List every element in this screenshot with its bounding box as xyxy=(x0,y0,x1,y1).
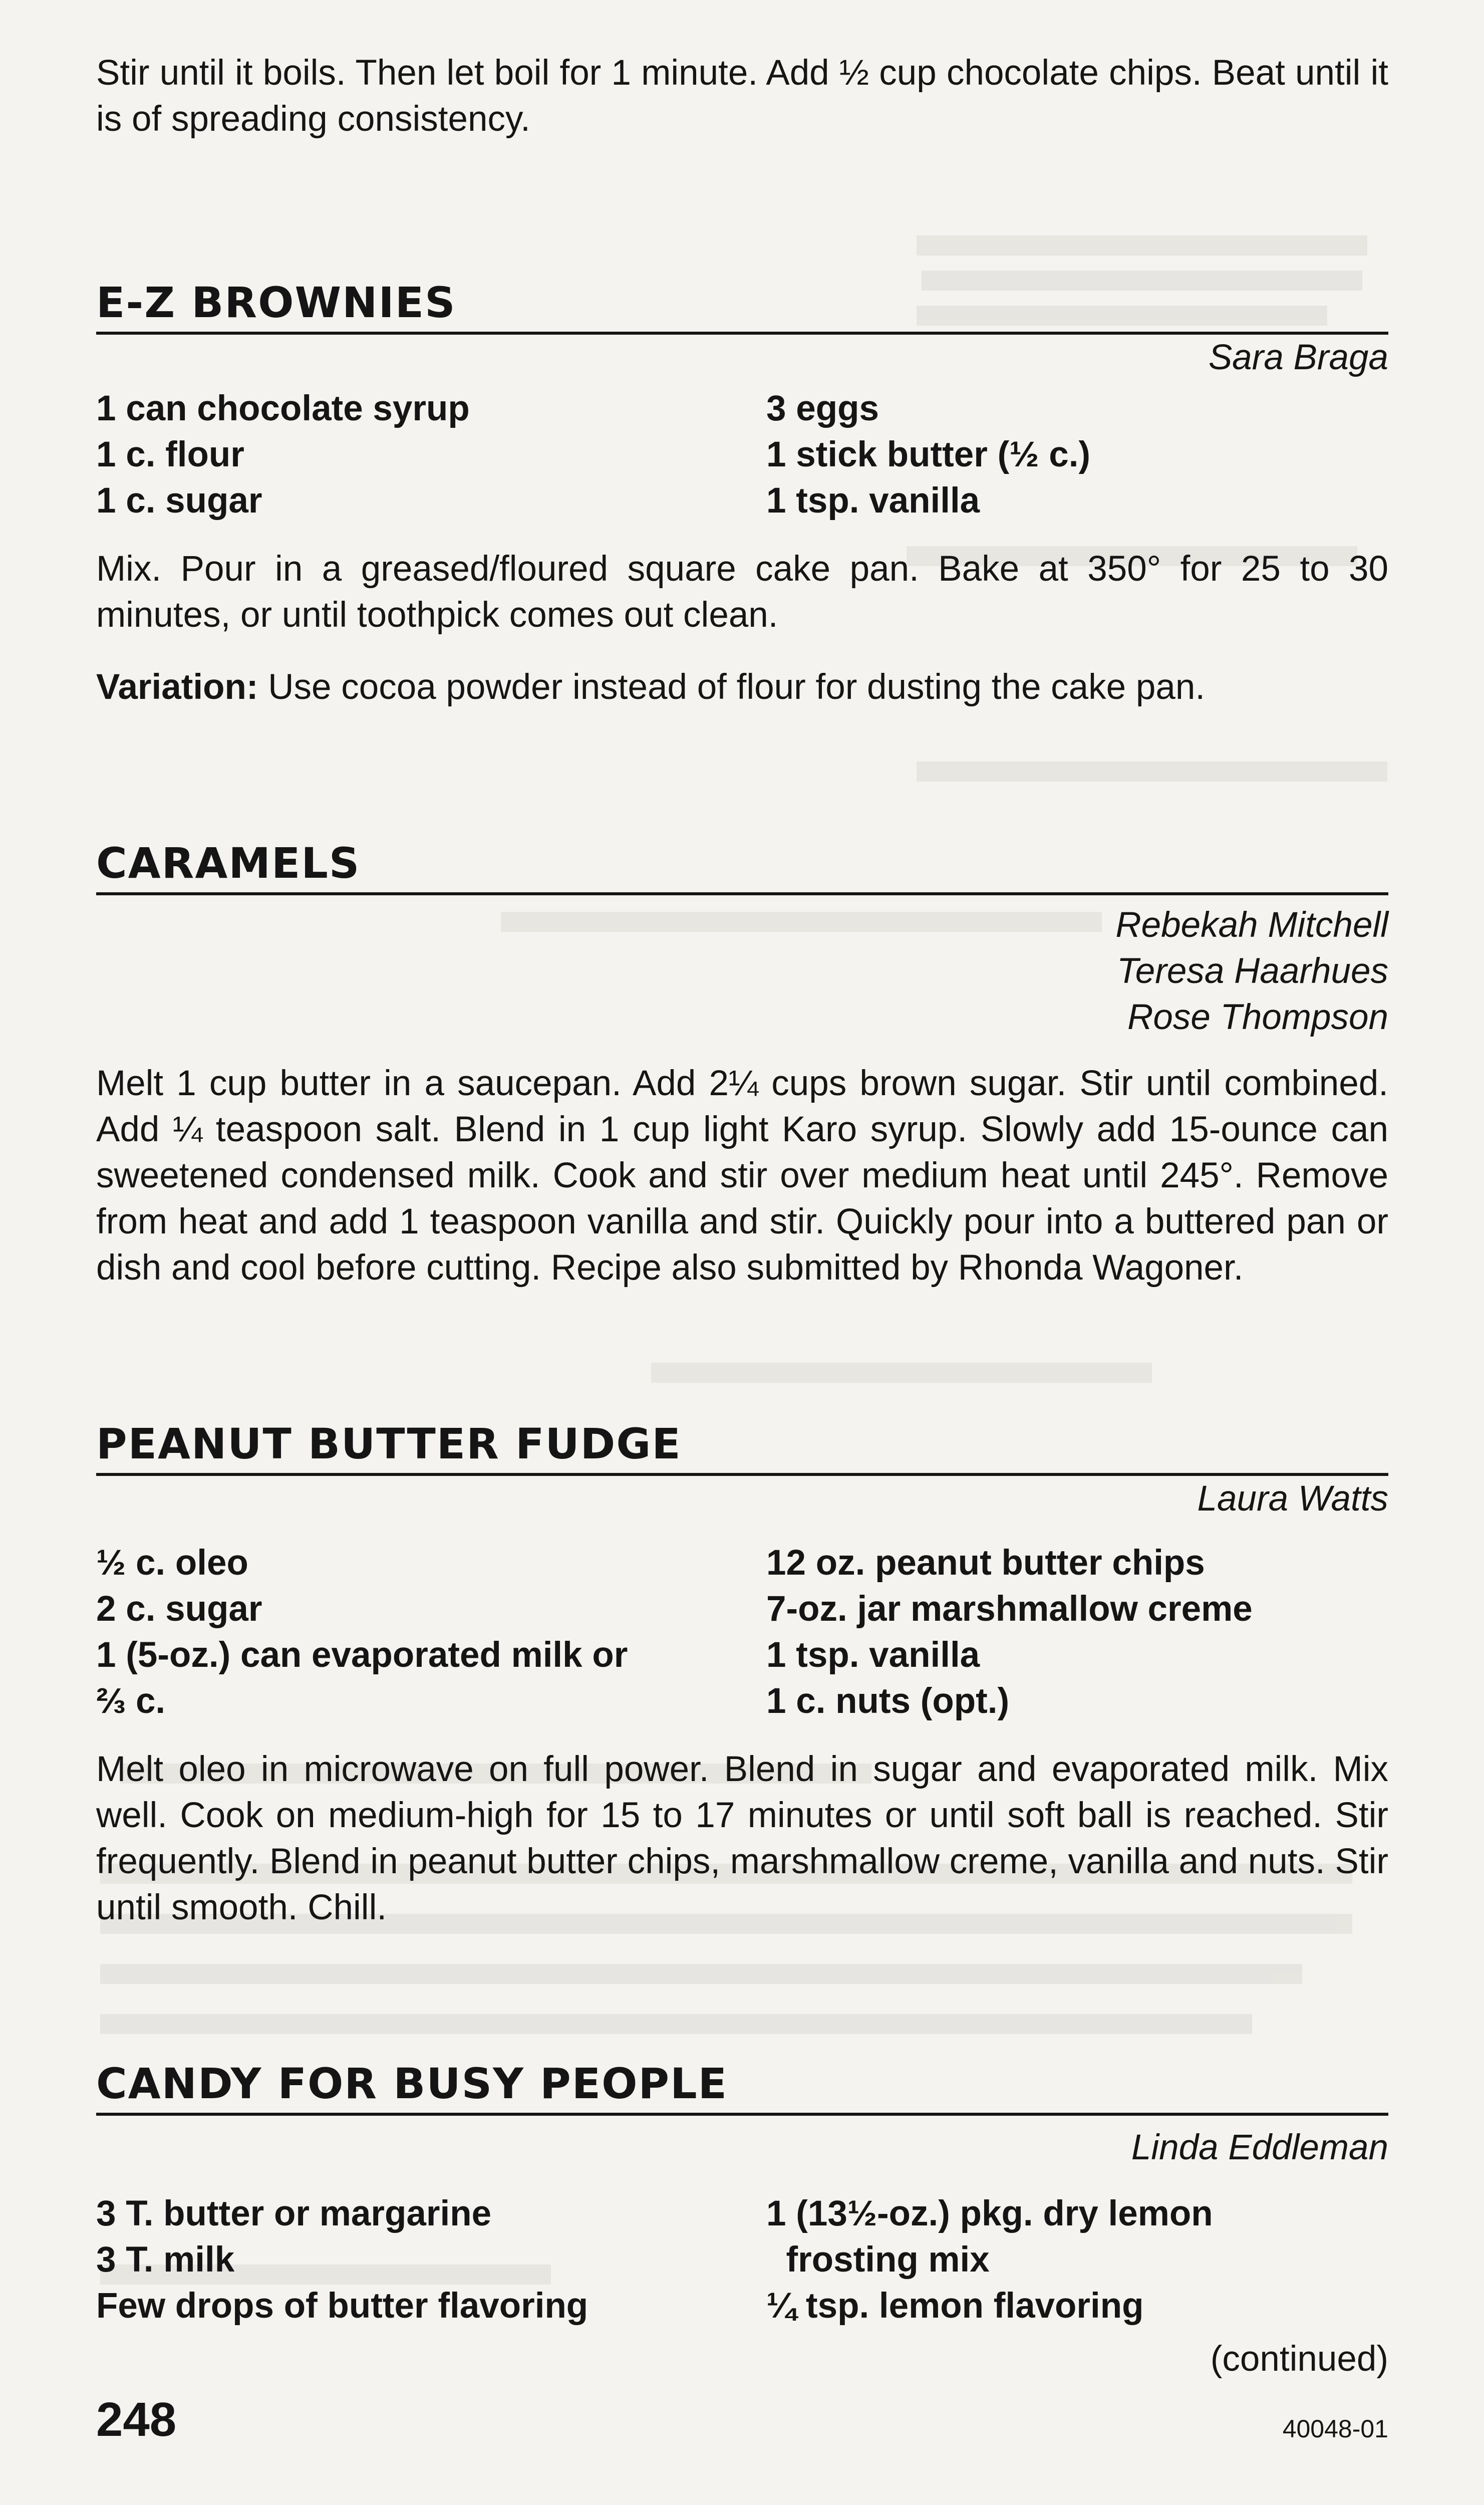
recipe-peanut-butter-fudge xyxy=(96,1419,1388,1931)
ingredient-list xyxy=(96,386,1388,524)
intro-text: Stir until it boils. Then let boil for 1 minute. Add ½ cup chocolate chips. Beat until it is of spreading consistency. xyxy=(96,53,1388,139)
ingredient-column-right xyxy=(766,1540,1388,1724)
continued-note: (continued) xyxy=(1210,2339,1388,2379)
recipe-attribution: Laura Watts xyxy=(1197,1479,1388,1519)
attribution-name: Rose Thompson xyxy=(1127,997,1388,1037)
ingredient-item: 1 stick butter (½ c.) xyxy=(766,435,1091,474)
recipe-candy-for-busy-people xyxy=(96,2059,1388,2382)
attribution-name: Rebekah Mitchell xyxy=(1115,905,1388,945)
ingredient-item: 12 oz. peanut butter chips xyxy=(766,1543,1205,1583)
ingredient-item: ½ c. oleo xyxy=(96,1543,248,1583)
recipe-title: CANDY FOR BUSY PEOPLE xyxy=(96,2059,728,2108)
ingredient-column-right xyxy=(766,2191,1388,2329)
ingredient-column-left xyxy=(96,2191,766,2329)
ingredient-list xyxy=(96,1540,1388,1724)
ingredient-item: 1 c. flour xyxy=(96,435,244,474)
recipe-title: PEANUT BUTTER FUDGE xyxy=(96,1419,682,1468)
title-rule xyxy=(96,2113,1388,2116)
recipe-attribution: Linda Eddleman xyxy=(1131,2128,1388,2167)
ingredient-column-left xyxy=(96,386,766,524)
ingredient-item: 7-oz. jar marshmallow creme xyxy=(766,1589,1253,1629)
ingredient-item: frosting mix xyxy=(766,2240,990,2280)
print-code: 40048-01 xyxy=(1282,2415,1388,2443)
recipe-title: CARAMELS xyxy=(96,839,361,888)
ingredient-item: 2 c. sugar xyxy=(96,1589,262,1629)
recipe-ez-brownies xyxy=(96,278,1388,710)
recipe-title: E-Z BROWNIES xyxy=(96,278,456,327)
recipe-attribution: Sara Braga xyxy=(1208,338,1388,377)
ingredient-item: ¼ tsp. lemon flavoring xyxy=(766,2286,1144,2326)
recipe-attribution xyxy=(96,902,1388,1041)
ingredient-list xyxy=(96,2191,1388,2329)
ingredient-item: 3 T. butter or margarine xyxy=(96,2194,492,2233)
recipe-variation xyxy=(96,664,1388,710)
recipe-directions: Melt 1 cup butter in a saucepan. Add 2¼ cups brown sugar. Stir until combined. Add ¼ teaspoon salt. Blend in 1 cup light Karo syrup. Slowly add 15-ounce can sweetened condensed milk. Cook and stir over medium heat until 245°. Remove from heat and add 1 teaspoon vanilla and stir. Quickly pour into a buttered pan or dish and cool before cutting. Recipe also submitted by Rhonda Wagoner. xyxy=(96,1064,1388,1288)
ingredient-item: 3 T. milk xyxy=(96,2240,235,2280)
recipe-directions: Mix. Pour in a greased/floured square cake pan. Bake at 350° for 25 to 30 minutes, or until toothpick comes out clean. xyxy=(96,549,1388,635)
page-number: 248 xyxy=(96,2393,177,2446)
ingredient-item: 1 tsp. vanilla xyxy=(766,481,980,521)
ingredient-item: 1 tsp. vanilla xyxy=(766,1635,980,1675)
title-rule xyxy=(96,892,1388,895)
attribution-name: Teresa Haarhues xyxy=(1116,951,1388,991)
ingredient-column-right xyxy=(766,386,1388,524)
recipe-page xyxy=(96,50,1388,2382)
ingredient-item: 1 c. sugar xyxy=(96,481,262,521)
ingredient-column-left xyxy=(96,1540,766,1724)
ingredient-item: 3 eggs xyxy=(766,389,879,428)
ingredient-item: 1 (13½-oz.) pkg. dry lemon xyxy=(766,2194,1213,2233)
ingredient-item: 1 c. nuts (opt.) xyxy=(766,1681,1010,1721)
ingredient-item: ⅔ c. xyxy=(96,1681,166,1721)
ingredient-item: 1 can chocolate syrup xyxy=(96,389,470,428)
page-footer xyxy=(96,2392,1388,2447)
variation-text: Use cocoa powder instead of flour for dusting the cake pan. xyxy=(258,667,1206,707)
recipe-directions: Melt oleo in microwave on full power. Blend in sugar and evaporated milk. Mix well. Cook on medium-high for 15 to 17 minutes or until soft ball is reached. Stir frequently. Blend in peanut butter chips, marshmallow creme, vanilla and nuts. Stir until smooth. Chill. xyxy=(96,1749,1388,1927)
ingredient-item: 1 (5-oz.) can evaporated milk or xyxy=(96,1635,628,1675)
recipe-caramels xyxy=(96,838,1388,1291)
variation-label: Variation: xyxy=(96,667,258,707)
ingredient-item: Few drops of butter flavoring xyxy=(96,2286,588,2326)
